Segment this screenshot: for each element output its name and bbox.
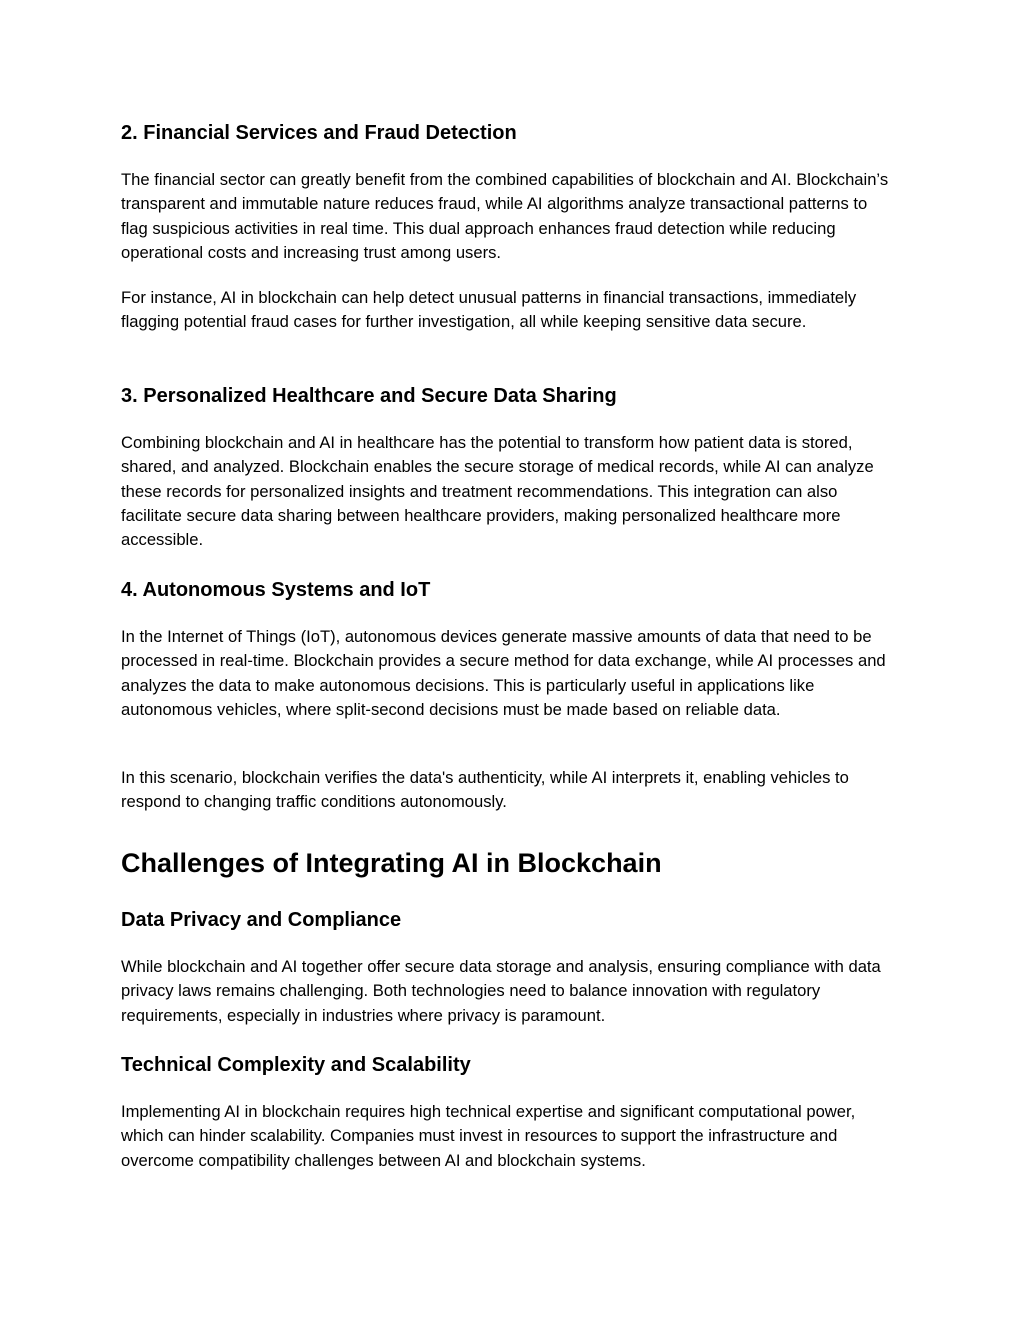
paragraph-financial-1: The financial sector can greatly benefit from the combined capabilities of blockchain and AI. Blockchain’s transparent and immutable nature reduces fraud, while AI algorithms analyze transactional patterns to flag suspicious activities in real time. This dual approach enhances fraud detection while reducing operational costs and increasing trust among users. bbox=[121, 170, 889, 262]
section-heading-complexity: Technical Complexity and Scalability bbox=[121, 1054, 471, 1076]
section-heading-healthcare: 3. Personalized Healthcare and Secure Data Sharing bbox=[121, 385, 617, 407]
paragraph-privacy-1: While blockchain and AI together offer secure data storage and analysis, ensuring compliance with data privacy laws remains challenging. Both technologies need to balance innovation with regulatory requirements, especially in industries where privacy is paramount. bbox=[121, 957, 881, 1025]
challenges-title: Challenges of Integrating AI in Blockchain bbox=[121, 848, 662, 878]
section-heading-financial: 2. Financial Services and Fraud Detection bbox=[121, 122, 517, 144]
section-heading-iot: 4. Autonomous Systems and IoT bbox=[121, 579, 431, 601]
section-heading-privacy: Data Privacy and Compliance bbox=[121, 909, 402, 931]
paragraph-financial-2: For instance, AI in blockchain can help detect unusual patterns in financial transactions, immediately flagging potential fraud cases for further investigation, all while keeping sensitive data secure. bbox=[121, 288, 857, 332]
paragraph-healthcare-1: Combining blockchain and AI in healthcare has the potential to transform how patient data is stored, shared, and analyzed. Blockchain enables the secure storage of medical records, while AI can analyze these records for personalized insights and treatment recommendations. This integration can also facilitate secure data sharing between healthcare providers, making personalized healthcare more accessible. bbox=[121, 433, 874, 550]
paragraph-iot-1: In the Internet of Things (IoT), autonomous devices generate massive amounts of data that need to be processed in real-time. Blockchain provides a secure method for data exchange, while AI processes and analyzes the data to make autonomous decisions. This is particularly useful in applications like autonomous vehicles, where split-second decisions must be made based on reliable data. bbox=[121, 627, 886, 719]
paragraph-iot-2: In this scenario, blockchain verifies the data's authenticity, while AI interprets it, enabling vehicles to respond to changing traffic conditions autonomously. bbox=[121, 768, 849, 812]
paragraph-complexity-1: Implementing AI in blockchain requires high technical expertise and significant computational power, which can hinder scalability. Companies must invest in resources to support the infrastructure and overcome compatibility challenges between AI and blockchain systems. bbox=[121, 1102, 856, 1170]
